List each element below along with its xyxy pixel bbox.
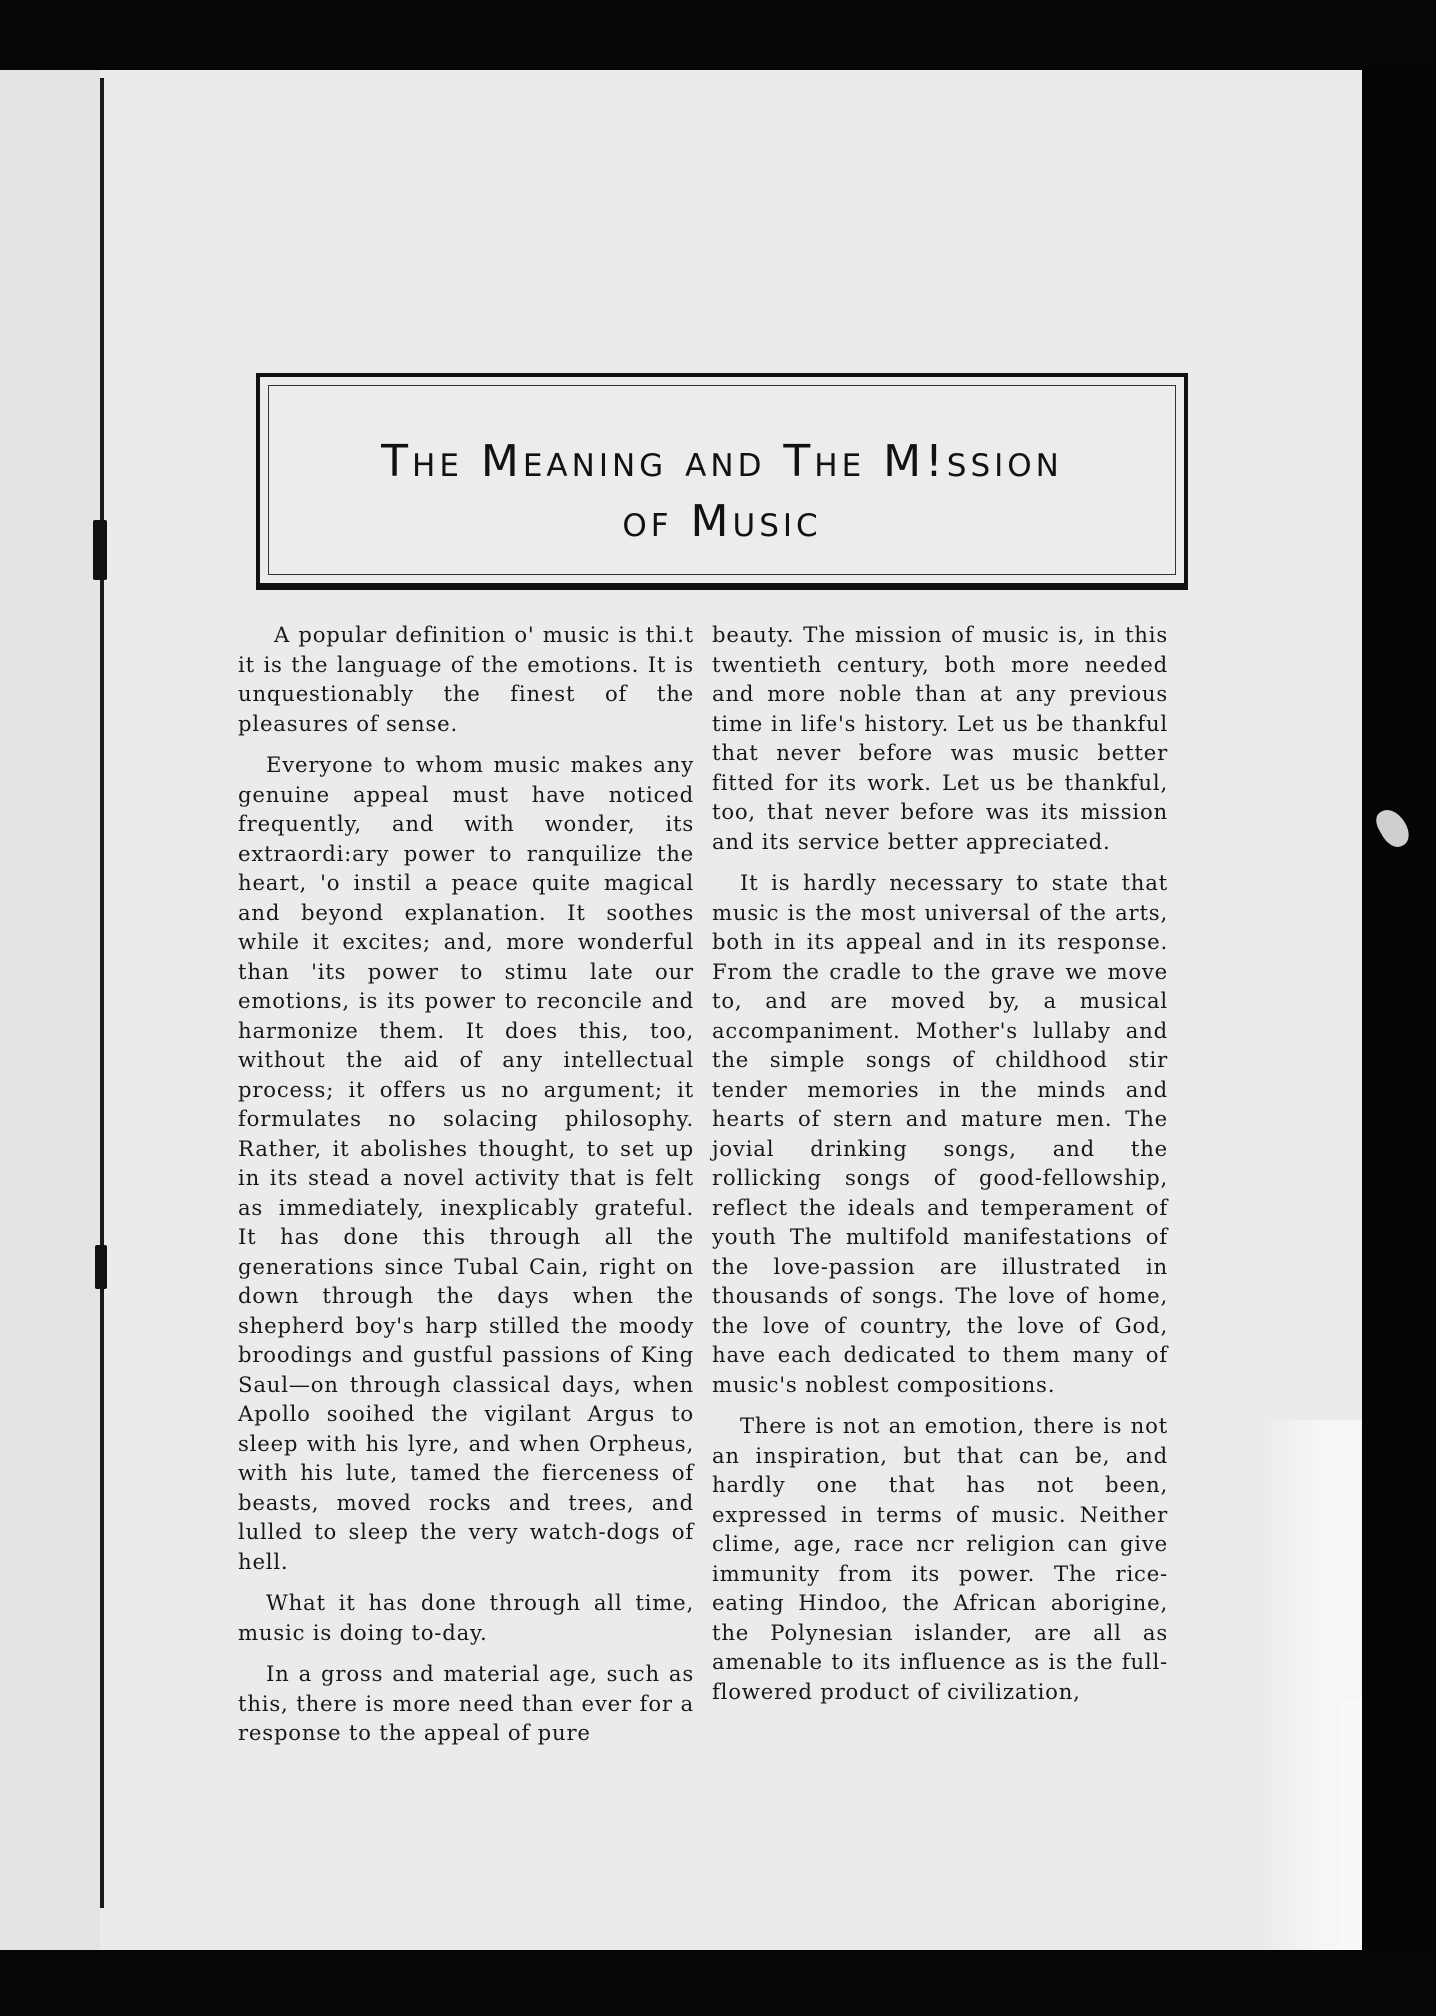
facing-page-edge [0,70,100,1950]
left-column [238,620,694,1760]
binding-mark [93,520,107,580]
page-glare [1340,1700,1362,1950]
paragraph: In a gross and material age, such as this, there is more need than ever for a response to the appeal of pure [238,1661,694,1745]
paragraph: Everyone to whom music makes any genuine appeal must have noticed frequently, and with wonder, its extraordi:ary power to ranquilize the heart, 'o instil a peace quite magical and beyond explanation. It soothes while it excites; and, more wonderful than 'its power to stimu late our emotions, is its power to reconcile and harmonize them. It does this, too, without the aid of any intellectual process; it offers us no argument; it formulates no solacing philosophy. Rather, it abolishes thought, to set up in its stead a novel activity that is felt as immediately, inexplicably grateful. It has done this through all the generations since Tubal Cain, right on down through the days when the shepherd boy's harp stilled the moody broodings and gustful passions of King Saul—on through classical days, when Apollo sooihed the vigilant Argus to sleep with his lyre, and when Orpheus, with his lute, tamed the fierceness of beasts, moved rocks and trees, and lulled to sleep the very watch-dogs of hell. [238,752,694,1574]
binding-gutter [100,78,104,1908]
scanner-background [1362,70,1436,1950]
paragraph: What it has done through all time, music is doing to-day. [238,1590,694,1645]
right-column [712,620,1168,1718]
paragraph: It is hardly necessary to state that music is the most universal of the arts, both in its appeal and in its response. From the cradle to the grave we move to, and are moved by, a musical accompaniment. Mother's lullaby and the simple songs of childhood stir tender memories in the minds and hearts of stern and mature men. The jovial drinking songs, and the rollicking songs of good-fellowship, reflect the ideals and temperament of youth The multifold manifestations of the love-passion are illustrated in thousands of songs. The love of home, the love of country, the love of God, have each dedicated to them many of music's noblest compositions. [712,870,1168,1397]
article-title [260,432,1184,552]
title-frame [256,373,1188,590]
title-line-1: The Meaning and The M!ssion [381,436,1063,487]
paragraph: beauty. The mission of music is, in this twentieth century, both more needed and more noble than at any previous time in life's history. Let us be thankful that never before was music better fitted for its work. Let us be thankful, too, that never before was its mission and its service better appreciated. [712,622,1168,854]
binding-mark [95,1245,107,1289]
title-line-2: of Music [622,496,822,547]
paragraph: A popular definition o' music is thi.t it is the language of the emotions. It is unquestionably the finest of the pleasures of sense. [238,622,694,736]
paragraph: There is not an emotion, there is not an inspiration, but that can be, and hardly one that has not been, expressed in terms of music. Neither clime, age, race ncr religion can give immunity from its power. The rice-eating Hindoo, the African aborigine, the Polynesian islander, are all as amenable to its influence as is the full-flowered product of civilization, [712,1413,1168,1704]
